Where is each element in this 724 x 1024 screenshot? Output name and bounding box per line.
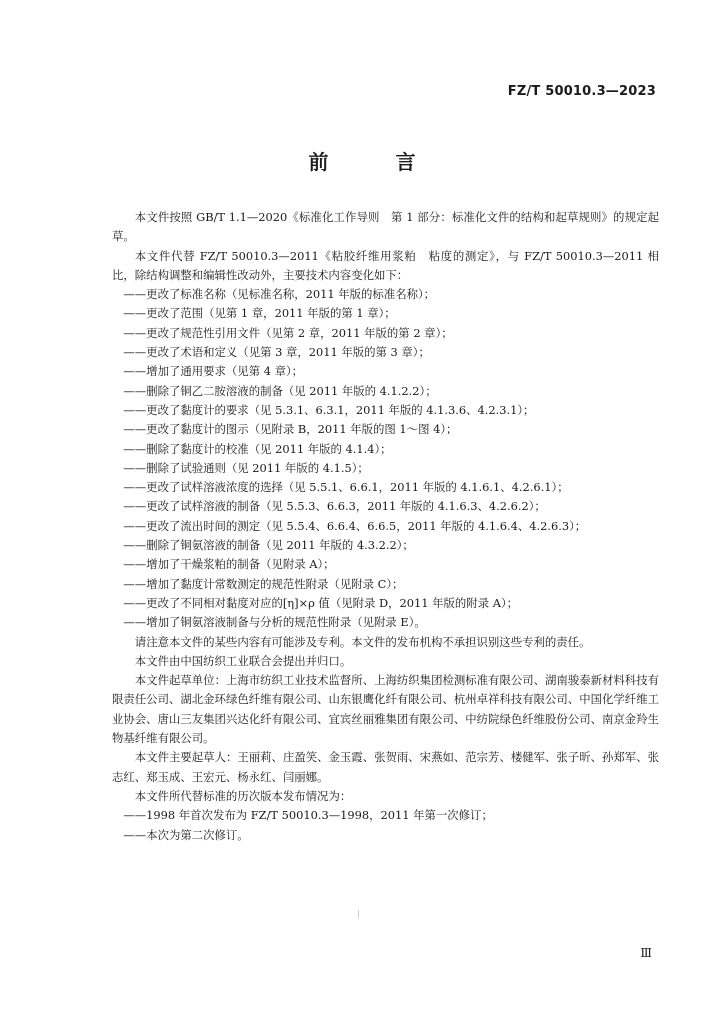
paragraph: 本文件所代替标准的历次版本发布情况为： — [134, 788, 352, 803]
change-item: ——更改了标准名称（见标准名称，2011 年版的标准名称）； — [123, 287, 436, 302]
change-item: ——删除了试验通则（见 2011 年版的 4.1.5）； — [123, 460, 369, 475]
paragraph: 本文件起草单位：上海市纺织工业技术监督所、上海纺织集团检测标准有限公司、湖南骏泰新材料科技有限责任公司、湖北金环绿色纤维有限公司、山东银鹰化纤有限公司、杭州卓祥科技有限公司、中国化学纤维工业协会、唐山三友集团兴达化纤有限公司、宜宾丝丽雅集团有限公司、中纺院绿色纤维股份公司、南京金羚生物基纤维有限公司。 — [112, 673, 659, 746]
standard-number: FZ/T 50010.3—2023 — [507, 84, 656, 99]
history-item: ——本次为第二次修订。 — [123, 827, 249, 842]
paragraph: 本文件按照 GB/T 1.1—2020《标准化工作导则 第 1 部分：标准化文件的结构和起草规则》的规定起草。 — [112, 210, 659, 244]
page-title: 前 言 — [308, 150, 446, 174]
change-item: ——删除了铜氨溶液的制备（见 2011 年版的 4.3.2.2）； — [123, 538, 414, 553]
paragraph: 本文件由中国纺织工业联合会提出并归口。 — [134, 653, 352, 668]
change-item: ——更改了术语和定义（见第 3 章，2011 年版的第 3 章）； — [123, 345, 430, 360]
change-item: ——增加了黏度计常数测定的规范性附录（见附录 C）； — [123, 576, 404, 591]
change-item: ——更改了规范性引用文件（见第 2 章，2011 年版的第 2 章）； — [123, 325, 453, 340]
change-item: ——更改了范围（见第 1 章，2011 年版的第 1 章）； — [123, 306, 396, 321]
change-item: ——更改了流出时间的测定（见 5.5.4、6.6.4、6.6.5，2011 年版的 4.1.6.4、4.2.6.3）； — [123, 518, 587, 533]
scan-mark — [358, 910, 359, 918]
change-item: ——增加了铜氨溶液制备与分析的规范性附录（见附录 E）。 — [123, 615, 426, 630]
change-item: ——更改了黏度计的要求（见 5.3.1、6.3.1，2011 年版的 4.1.3.6、4.2.3.1）； — [123, 402, 535, 417]
page-number: Ⅲ — [640, 946, 652, 960]
change-item: ——更改了试样溶液浓度的选择（见 5.5.1、6.6.1，2011 年版的 4.1.6.1、4.2.6.1）； — [123, 480, 569, 495]
history-item: ——1998 年首次发布为 FZ/T 50010.3—1998，2011 年第一次修订； — [123, 808, 493, 823]
paragraph: 请注意本文件的某些内容有可能涉及专利。本文件的发布机构不承担识别这些专利的责任。 — [134, 634, 591, 649]
change-item: ——更改了黏度计的图示（见附录 B，2011 年版的图 1～图 4）； — [123, 422, 458, 437]
change-item: ——更改了不同相对黏度对应的[η]×ρ 值（见附录 D，2011 年版的附录 A）； — [123, 595, 519, 610]
foreword-body — [112, 208, 659, 845]
change-item: ——增加了干燥浆粕的制备（见附录 A）； — [123, 557, 335, 572]
paragraph: 本文件代替 FZ/T 50010.3—2011《粘胶纤维用浆粕 粘度的测定》，与 FZ/T 50010.3—2011 相比，除结构调整和编辑性改动外，主要技术内容变化如下： — [112, 248, 659, 282]
change-item: ——删除了铜乙二胺溶液的制备（见 2011 年版的 4.1.2.2）； — [123, 383, 437, 398]
paragraph: 本文件主要起草人：王丽莉、庄盈笑、金玉霞、张贺雨、宋燕如、范宗芳、楼健军、张子昕、孙郑军、张志红、郑玉成、王宏元、杨永红、闫丽娜。 — [112, 750, 659, 784]
change-item: ——删除了黏度计的校准（见 2011 年版的 4.1.4）； — [123, 441, 392, 456]
change-item: ——更改了试样溶液的制备（见 5.5.3、6.6.3，2011 年版的 4.1.6.3、4.2.6.2）； — [123, 499, 546, 514]
change-item: ——增加了通用要求（见第 4 章）； — [123, 364, 304, 379]
